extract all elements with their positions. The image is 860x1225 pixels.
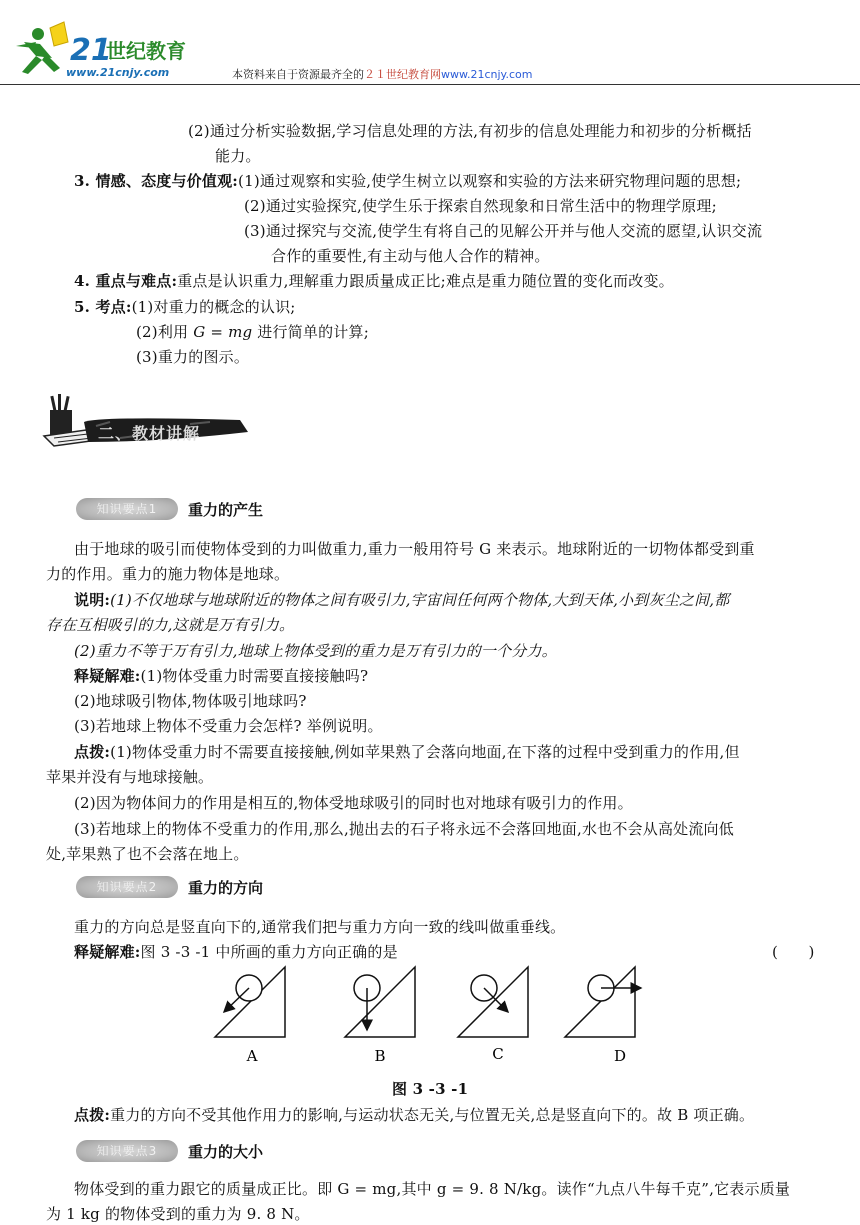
svg-text:世纪教育: 世纪教育: [106, 39, 186, 63]
kp1-question-2: (2)地球吸引物体,物体吸引地球吗?: [74, 692, 307, 710]
option-label-b: B: [374, 1047, 386, 1065]
kp2-para: 重力的方向总是竖直向下的,通常我们把与重力方向一致的线叫做重垂线。: [74, 918, 566, 936]
exam-points: [74, 296, 296, 318]
key-text: 重点是认识重力,理解重力跟质量成正比;难点是重力随位置的变化而改变。: [177, 272, 674, 290]
kp1-title: 重力的产生: [188, 501, 264, 519]
kp1-qa-label: 释疑解难:: [74, 667, 141, 685]
kp1-question-1: 释疑解难:(1)物体受重力时需要直接接触吗?: [74, 667, 369, 685]
key-label: 4. 重点与难点:: [74, 272, 178, 290]
kp1-para-line1: 由于地球的吸引而使物体受到的力叫做重力,重力一般用符号 G 来表示。地球附近的一切物体都受到重: [74, 540, 755, 558]
kp2-tip-label: 点拨:: [74, 1106, 111, 1124]
kp3-title: 重力的大小: [188, 1143, 264, 1161]
kp1-badge: 知识要点1: [76, 498, 178, 520]
kp1-answer-3-line2: 处,苹果熟了也不会落在地上。: [46, 845, 249, 863]
exam-item-3: (3)重力的图示。: [136, 348, 250, 366]
svg-text:www.21cnjy.com: www.21cnjy.com: [66, 66, 170, 79]
kp1-note-2: (2)重力不等于万有引力,地球上物体受到的重力是万有引力的一个分力。: [74, 642, 557, 660]
figure-option-a: [215, 967, 285, 1037]
kp2-question: 释疑解难:图 3 -3 -1 中所画的重力方向正确的是: [74, 943, 398, 961]
banner-title: 二、教材讲解: [98, 424, 201, 443]
svg-text:21: 21: [70, 33, 112, 68]
kp1-answer-1-line2: 苹果并没有与地球接触。: [46, 768, 214, 786]
exam-item-2: (2)利用 G = mg 进行简单的计算;: [136, 323, 369, 341]
answer-blank: ( ): [772, 943, 815, 961]
option-label-a: A: [246, 1047, 258, 1065]
emotion-label: 3. 情感、态度与价值观:: [74, 172, 239, 190]
kp1-answer-3: (3)若地球上的物体不受重力的作用,那么,抛出去的石子将永远不会落回地面,水也不会从高处流向低: [74, 820, 734, 838]
header-url-link[interactable]: www.21cnjy.com: [441, 68, 533, 81]
kp2-badge: 知识要点2: [76, 876, 178, 898]
kp2-qa-label: 释疑解难:: [74, 943, 141, 961]
kp2-tip: 点拨:重力的方向不受其他作用力的影响,与运动状态无关,与位置无关,总是竖直向下的。故 B 项正确。: [74, 1106, 755, 1124]
kp3-para-line2: 为 1 kg 的物体受到的重力为 9. 8 N。: [46, 1205, 310, 1223]
kp1-note-1-line2: 存在互相吸引的力,这就是万有引力。: [46, 616, 295, 634]
option-label-d: D: [613, 1047, 627, 1065]
emotion-line1: [74, 170, 741, 192]
header-note-text: 本资料来自于资源最齐全的: [232, 68, 364, 81]
header-brand: ２１世纪教育网: [364, 68, 441, 81]
formula-g-mg: G = mg: [193, 323, 253, 341]
emotion-item-3-line2: 合作的重要性,有主动与他人合作的精神。: [271, 247, 550, 265]
figure-caption: 图 3 -3 -1: [392, 1080, 469, 1098]
kp1-tip-label: 点拨:: [74, 743, 111, 761]
gravity-direction-figure: [200, 962, 660, 1070]
kp1-answer-1: 点拨:(1)物体受重力时不需要直接接触,例如苹果熟了会落向地面,在下落的过程中受到重力的作用,但: [74, 743, 740, 761]
key-points: [74, 270, 674, 292]
figure-option-c: [458, 967, 528, 1037]
figure-option-d: [565, 967, 641, 1037]
exam-item-1: (1)对重力的概念的认识;: [131, 298, 296, 316]
kp1-note-label: 说明:: [74, 591, 111, 609]
kp1-answer-2: (2)因为物体间力的作用是相互的,物体受地球吸引的同时也对地球有吸引力的作用。: [74, 794, 633, 812]
emotion-item-2: (2)通过实验探究,使学生乐于探索自然现象和日常生活中的物理学原理;: [244, 197, 717, 215]
objective-2-line1: (2)通过分析实验数据,学习信息处理的方法,有初步的信息处理能力和初步的分析概括: [188, 122, 752, 140]
option-label-c: C: [492, 1045, 504, 1063]
header-divider: [0, 84, 860, 85]
emotion-item-3-line1: (3)通过探究与交流,使学生有将自己的见解公开并与他人交流的愿望,认识交流: [244, 222, 763, 240]
exam-label: 5. 考点:: [74, 298, 132, 316]
figure-option-b: [345, 967, 415, 1037]
objective-2-line2: 能力。: [215, 147, 261, 165]
header-note: [232, 66, 532, 82]
kp1-note-1: 说明:(1)不仅地球与地球附近的物体之间有吸引力,宇宙间任何两个物体,大到天体,小到灰尘之间,都: [74, 591, 730, 609]
kp1-para-line2: 力的作用。重力的施力物体是地球。: [46, 565, 290, 583]
kp3-para-line1: 物体受到的重力跟它的质量成正比。即 G = mg,其中 g = 9. 8 N/kg。读作“九点八牛每千克”,它表示质量: [74, 1180, 791, 1198]
kp1-question-3: (3)若地球上物体不受重力会怎样? 举例说明。: [74, 717, 383, 735]
site-logo: [6, 20, 216, 80]
kp3-badge: 知识要点3: [76, 1140, 178, 1162]
kp2-title: 重力的方向: [188, 879, 264, 897]
emotion-item-1: (1)通过观察和实验,使学生树立以观察和实验的方法来研究物理问题的思想;: [238, 172, 742, 190]
